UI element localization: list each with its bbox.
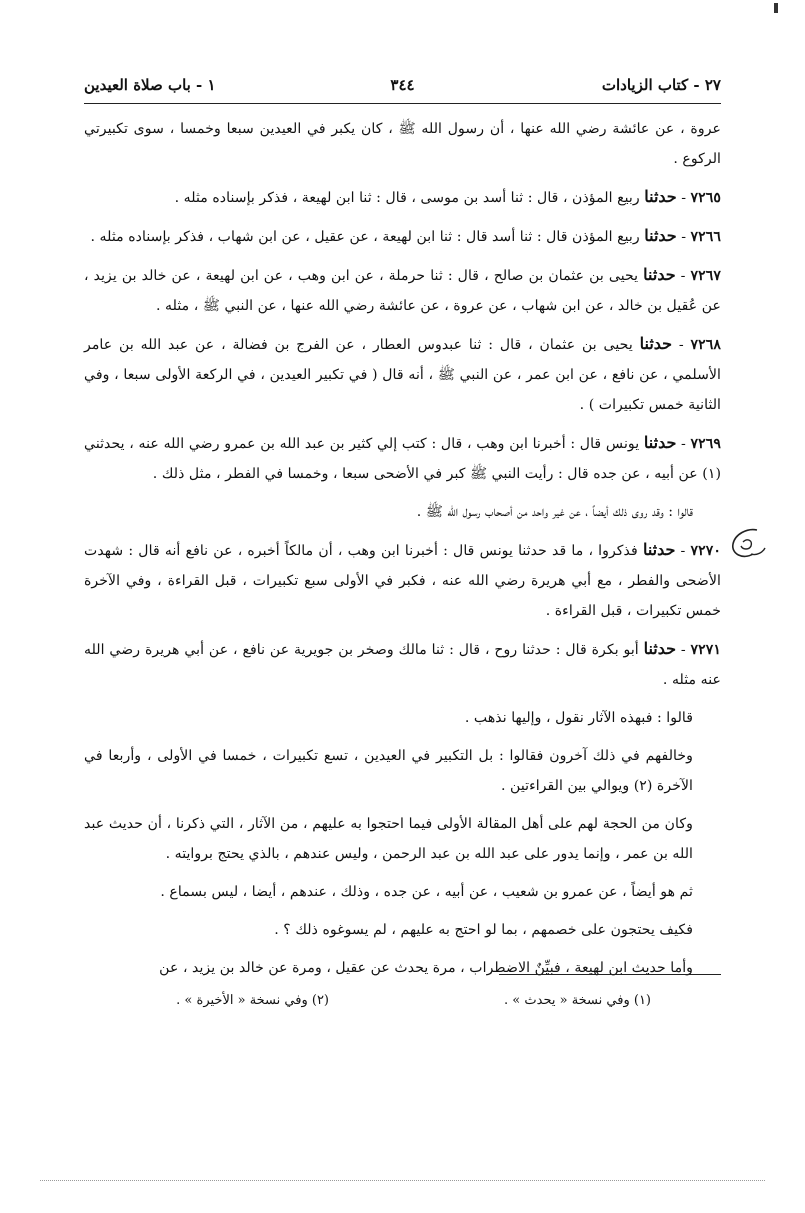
paragraph-text: وأما حديث ابن لهيعة ، فبيِّنٌ الاضطراب ، مرة يحدث عن عقيل ، ومرة عن خالد بن يزيد ، عن (159, 960, 693, 976)
paragraph (84, 497, 721, 527)
paragraph-text: ثم هو أيضاً ، عن عمرو بن شعيب ، عن أبيه ، عن جده ، وذلك ، عندهم ، أيضا ، ليس بسماع . (160, 884, 693, 900)
page-body (84, 114, 721, 991)
paragraph (84, 877, 721, 907)
hadith-entry: ٧٢٦٦ - حدثنا ربيع المؤذن قال : ثنا أسد قال : ثنا ابن لهيعة ، عن عقيل ، عن ابن شهاب ، فذكر بإسناده مثله . (90, 226, 721, 245)
paragraph (84, 809, 721, 869)
narration-keyword: حدثنا (639, 334, 673, 353)
narration-keyword: حدثنا (644, 187, 677, 206)
paragraph-text: فكيف يحتجون على خصمهم ، بما لو احتج به عليهم ، لم يسوغوه ذلك ؟ . (274, 922, 693, 938)
paragraph-text: يحيى بن عثمان بن صالح ، قال : ثنا حرملة ، عن ابن وهب ، عن ابن لهيعة ، عن خالد بن يزيد ، عن عُقيل بن خالد ، عن ابن شهاب ، عن عروة ، عن عائشة رضي الله عنها ، عن النبي ﷺ ، مثله . (84, 268, 721, 314)
hadith-entry: ٧٢٧١ - حدثنا أبو بكرة قال : حدثنا روح ، قال : ثنا مالك وصخر بن جويرية عن نافع ، عن أبي هريرة رضي الله عنه مثله . (84, 639, 722, 688)
paragraph-text: عروة ، عن عائشة رضي الله عنها ، أن رسول الله ﷺ ، كان يكبر في العيدين سبعا وخمسا ، سوى تكبيرتي الركوع . (84, 121, 721, 167)
running-header (84, 74, 721, 100)
paragraph-text: قالوا : فبهذه الآثار نقول ، وإليها نذهب . (464, 710, 693, 726)
handwritten-margin-mark (721, 520, 769, 568)
footnote-1: (١) وفي نسخة « يحدث » . (504, 993, 651, 1008)
hadith-number: ٧٢٦٩ (690, 436, 721, 452)
paragraph (84, 114, 721, 174)
hadith-number: ٧٢٧٠ (690, 543, 721, 559)
paragraph-text: فذكروا ، ما قد حدثنا يونس قال : أخبرنا ابن وهب ، أن مالكاً أخبره ، عن نافع أنه قال : شهدت الأضحى والفطر ، مع أبي هريرة رضي الله عنه ، فكبر في الأولى سبع تكبيرات ، قبل القراءة ، وفي الآخرة خمس تكبيرات ، قبل القراءة . (84, 543, 721, 619)
scan-bottom-edge (40, 1180, 765, 1181)
narration-keyword: حدثنا (643, 433, 677, 452)
paragraph-text: وخالفهم في ذلك آخرون فقالوا : بل التكبير في العيدين ، تسع تكبيرات ، خمسا في الأولى ، وأربعا في الآخرة (٢) ويوالي بين القراءتين . (84, 748, 693, 794)
page-number: ٣٤٤ (390, 76, 415, 94)
paragraph (84, 915, 721, 945)
paragraph-text: يحيى بن عثمان ، قال : ثنا عبدوس العطار ، عن الفرج بن فضالة ، عن عبد الله بن عامر الأسلمي ، عن نافع ، عن ابن عمر ، عن النبي ﷺ ، أنه قال ( في تكبير العيدين ، في الركعة الأولى سبعا ، وفي الثانية خمس تكبيرات ) . (84, 337, 721, 413)
hadith-entry: ٧٢٦٩ - حدثنا يونس قال : أخبرنا ابن وهب ، قال : كتب إلي كثير بن عبد الله بن عمرو رضي الله عنه ، يحدثني (١) عن أبيه ، عن جده قال : رأيت النبي ﷺ كبر في الأضحى سبعا ، وخمسا في الفطر ، مثل ذلك . (84, 433, 721, 482)
paragraph (84, 953, 721, 983)
narration-keyword: حدثنا (642, 540, 676, 559)
hadith-number: ٧٢٧١ (690, 642, 722, 658)
header-book-title: ٢٧ - كتاب الزيادات (601, 76, 721, 94)
hadith-number: ٧٢٦٧ (690, 268, 721, 284)
paragraph (84, 741, 721, 801)
paragraph (84, 703, 721, 733)
paragraph-text: ربيع المؤذن ، قال : ثنا أسد بن موسى ، قال : ثنا ابن لهيعة ، فذكر بإسناده مثله . (174, 190, 640, 206)
narration-keyword: حدثنا (643, 265, 676, 284)
hadith-entry: ٧٢٧٠ - حدثنا فذكروا ، ما قد حدثنا يونس قال : أخبرنا ابن وهب ، أن مالكاً أخبره ، عن نافع أنه قال : شهدت الأضحى والفطر ، مع أبي هريرة رضي الله عنه ، فكبر في الأولى سبع تكبيرات ، قبل القراءة ، وفي الآخرة خمس تكبيرات ، قبل القراءة . (84, 540, 721, 619)
hadith-entry: ٧٢٦٨ - حدثنا يحيى بن عثمان ، قال : ثنا عبدوس العطار ، عن الفرج بن فضالة ، عن عبد الله بن عامر الأسلمي ، عن نافع ، عن ابن عمر ، عن النبي ﷺ ، أنه قال ( في تكبير العيدين ، في الركعة الأولى سبعا ، وفي الثانية خمس تكبيرات ) . (84, 334, 721, 413)
hadith-number: ٧٢٦٨ (690, 337, 721, 353)
paragraph-text: وكان من الحجة لهم على أهل المقالة الأولى فيما احتجوا به عليهم ، من الآثار ، التي ذكرنا ، أن حديث عبد الله بن عمر ، وإنما يدور على عبد الله بن عبد الرحمن ، وليس عندهم ، بالذي يحتج بروايته . (84, 816, 693, 862)
header-chapter-title: ١ - باب صلاة العيدين (84, 76, 216, 94)
paragraph-text: أبو بكرة قال : حدثنا روح ، قال : ثنا مالك وصخر بن جويرية عن نافع ، عن أبي هريرة رضي الله عنه مثله . (84, 642, 721, 688)
paragraph-text: يونس قال : أخبرنا ابن وهب ، قال : كتب إلي كثير بن عبد الله بن عمرو رضي الله عنه ، يحدثني (١) عن أبيه ، عن جده قال : رأيت النبي ﷺ كبر في الأضحى سبعا ، وخمسا في الفطر ، مثل ذلك . (84, 436, 721, 482)
narration-keyword: حدثنا (643, 639, 677, 658)
footnote-2: (٢) وفي نسخة « الأخيرة » . (176, 993, 329, 1008)
footnote-divider (499, 974, 721, 975)
paragraph-text: ربيع المؤذن قال : ثنا أسد قال : ثنا ابن لهيعة ، عن عقيل ، عن ابن شهاب ، فذكر بإسناده مثله . (90, 229, 640, 245)
hadith-number: ٧٢٦٥ (690, 190, 721, 206)
hadith-number: ٧٢٦٦ (690, 229, 721, 245)
hadith-entry: ٧٢٦٥ - حدثنا ربيع المؤذن ، قال : ثنا أسد بن موسى ، قال : ثنا ابن لهيعة ، فذكر بإسناده مثله . (174, 187, 721, 206)
paragraph-text: قالوا : وقد روى ذلك أيضاً ، عن غير واحد من أصحاب رسول الله ﷺ . (416, 504, 693, 520)
scan-corner-mark (774, 3, 778, 13)
hadith-entry: ٧٢٦٧ - حدثنا يحيى بن عثمان بن صالح ، قال : ثنا حرملة ، عن ابن وهب ، عن ابن لهيعة ، عن خالد بن يزيد ، عن عُقيل بن خالد ، عن ابن شهاب ، عن عروة ، عن عائشة رضي الله عنها ، عن النبي ﷺ ، مثله . (84, 265, 721, 314)
header-divider (84, 103, 721, 104)
narration-keyword: حدثنا (644, 226, 677, 245)
